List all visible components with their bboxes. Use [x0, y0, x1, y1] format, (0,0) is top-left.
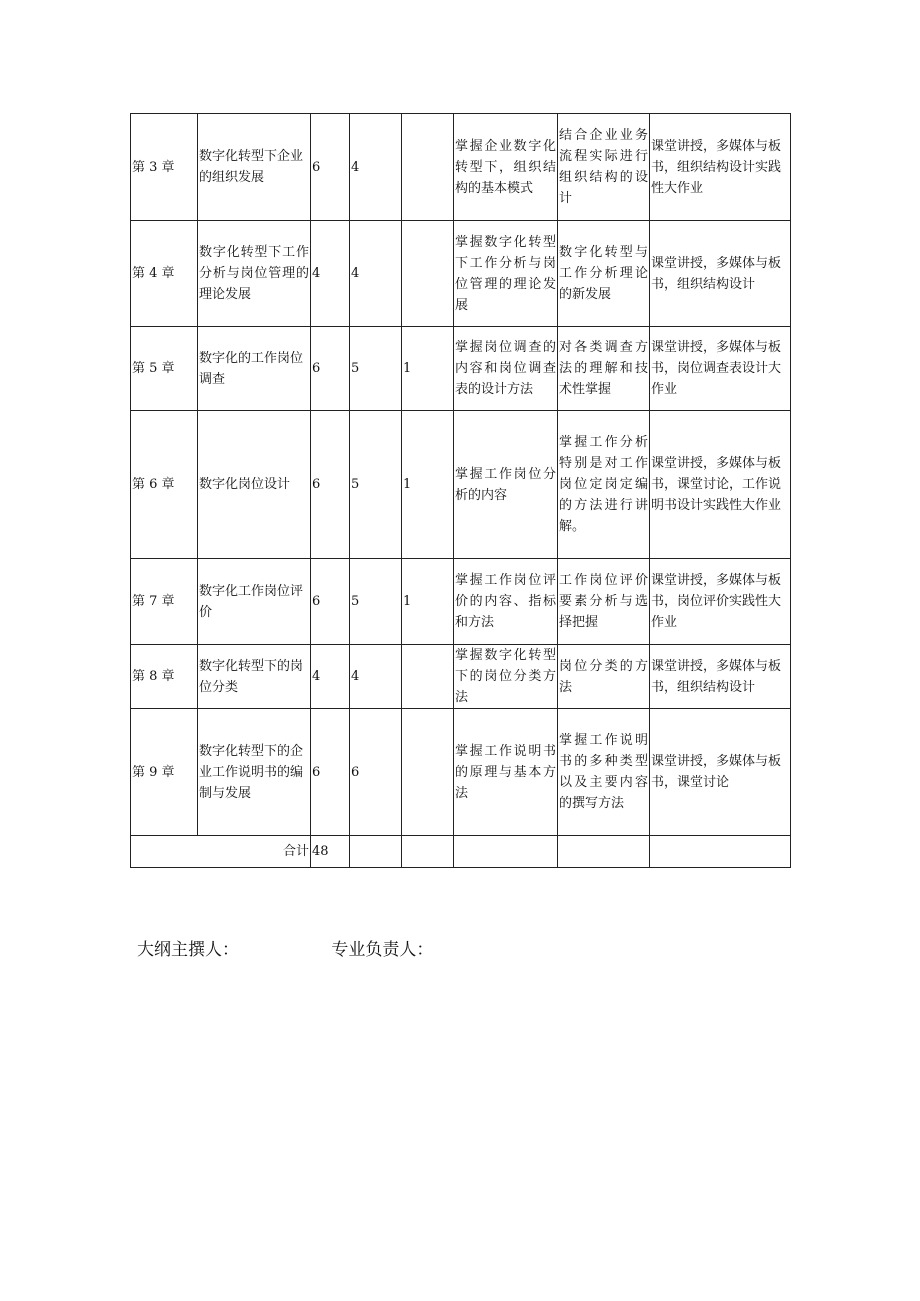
focus-cell: 对各类调查方法的理解和技术性掌握 [558, 327, 650, 411]
lecture-hours-cell: 4 [350, 645, 402, 709]
table-row [131, 221, 791, 327]
lecture-hours-cell: 5 [350, 411, 402, 559]
empty-cell [454, 836, 558, 868]
empty-cell [650, 836, 791, 868]
practice-hours-cell [402, 114, 454, 221]
chapter-title-cell: 数字化转型下企业的组织发展 [198, 114, 311, 221]
chapter-cell: 第 3 章 [131, 114, 198, 221]
method-cell: 课堂讲授，多媒体与板书，课堂讨论 [650, 709, 791, 836]
total-label-cell: 合计 [131, 836, 311, 868]
practice-hours-cell: 1 [402, 411, 454, 559]
total-hours-cell: 4 [311, 645, 350, 709]
method-cell: 课堂讲授，多媒体与板书，岗位调查表设计大作业 [650, 327, 791, 411]
chapter-title-cell: 数字化岗位设计 [198, 411, 311, 559]
practice-hours-cell [402, 709, 454, 836]
chapter-cell: 第 7 章 [131, 559, 198, 645]
objective-cell: 掌握企业数字化转型下，组织结构的基本模式 [454, 114, 558, 221]
chapter-cell: 第 8 章 [131, 645, 198, 709]
objective-cell: 掌握工作说明书的原理与基本方法 [454, 709, 558, 836]
focus-cell: 掌握工作分析特别是对工作岗位定岗定编的方法进行讲解。 [558, 411, 650, 559]
method-cell: 课堂讲授，多媒体与板书，组织结构设计实践性大作业 [650, 114, 791, 221]
empty-cell [402, 836, 454, 868]
course-outline-table [130, 113, 791, 868]
total-hours-cell: 4 [311, 221, 350, 327]
empty-cell [558, 836, 650, 868]
table-row [131, 645, 791, 709]
focus-cell: 岗位分类的方法 [558, 645, 650, 709]
method-cell: 课堂讲授，多媒体与板书，组织结构设计 [650, 221, 791, 327]
practice-hours-cell: 1 [402, 559, 454, 645]
table-row [131, 411, 791, 559]
chapter-title-cell: 数字化转型下的企业工作说明书的编制与发展 [198, 709, 311, 836]
focus-cell: 结合企业业务流程实际进行组织结构的设计 [558, 114, 650, 221]
total-hours-cell: 6 [311, 709, 350, 836]
objective-cell: 掌握岗位调查的内容和岗位调查表的设计方法 [454, 327, 558, 411]
lecture-hours-cell: 5 [350, 327, 402, 411]
table-row [131, 709, 791, 836]
lecture-hours-cell: 5 [350, 559, 402, 645]
chapter-title-cell: 数字化转型下的岗位分类 [198, 645, 311, 709]
lecture-hours-cell: 4 [350, 114, 402, 221]
practice-hours-cell: 1 [402, 327, 454, 411]
lecture-hours-cell: 6 [350, 709, 402, 836]
total-hours-cell: 6 [311, 411, 350, 559]
total-hours-cell: 6 [311, 327, 350, 411]
method-cell: 课堂讲授，多媒体与板书，岗位评价实践性大作业 [650, 559, 791, 645]
total-row [131, 836, 791, 868]
outline-author-label: 大纲主撰人： [137, 940, 239, 960]
focus-cell: 工作岗位评价要素分析与选择把握 [558, 559, 650, 645]
total-hours-sum-cell: 48 [311, 836, 350, 868]
table-row [131, 114, 791, 221]
chapter-cell: 第 9 章 [131, 709, 198, 836]
chapter-title-cell: 数字化的工作岗位调查 [198, 327, 311, 411]
objective-cell: 掌握工作岗位分析的内容 [454, 411, 558, 559]
empty-cell [350, 836, 402, 868]
method-cell: 课堂讲授，多媒体与板书，组织结构设计 [650, 645, 791, 709]
table-row [131, 327, 791, 411]
practice-hours-cell [402, 221, 454, 327]
method-cell: 课堂讲授，多媒体与板书，课堂讨论，工作说明书设计实践性大作业 [650, 411, 791, 559]
signature-line [137, 935, 433, 960]
chapter-title-cell: 数字化转型下工作分析与岗位管理的理论发展 [198, 221, 311, 327]
lecture-hours-cell: 4 [350, 221, 402, 327]
chapter-title-cell: 数字化工作岗位评价 [198, 559, 311, 645]
chapter-cell: 第 4 章 [131, 221, 198, 327]
focus-cell: 掌握工作说明书的多种类型以及主要内容的撰写方法 [558, 709, 650, 836]
chapter-cell: 第 5 章 [131, 327, 198, 411]
table-row [131, 559, 791, 645]
program-leader-label: 专业负责人： [331, 940, 434, 960]
objective-cell: 掌握工作岗位评价的内容、指标和方法 [454, 559, 558, 645]
chapter-cell: 第 6 章 [131, 411, 198, 559]
objective-cell: 掌握数字化转型下的岗位分类方法 [454, 645, 558, 709]
practice-hours-cell [402, 645, 454, 709]
objective-cell: 掌握数字化转型下工作分析与岗位管理的理论发展 [454, 221, 558, 327]
total-hours-cell: 6 [311, 114, 350, 221]
total-hours-cell: 6 [311, 559, 350, 645]
focus-cell: 数字化转型与工作分析理论的新发展 [558, 221, 650, 327]
